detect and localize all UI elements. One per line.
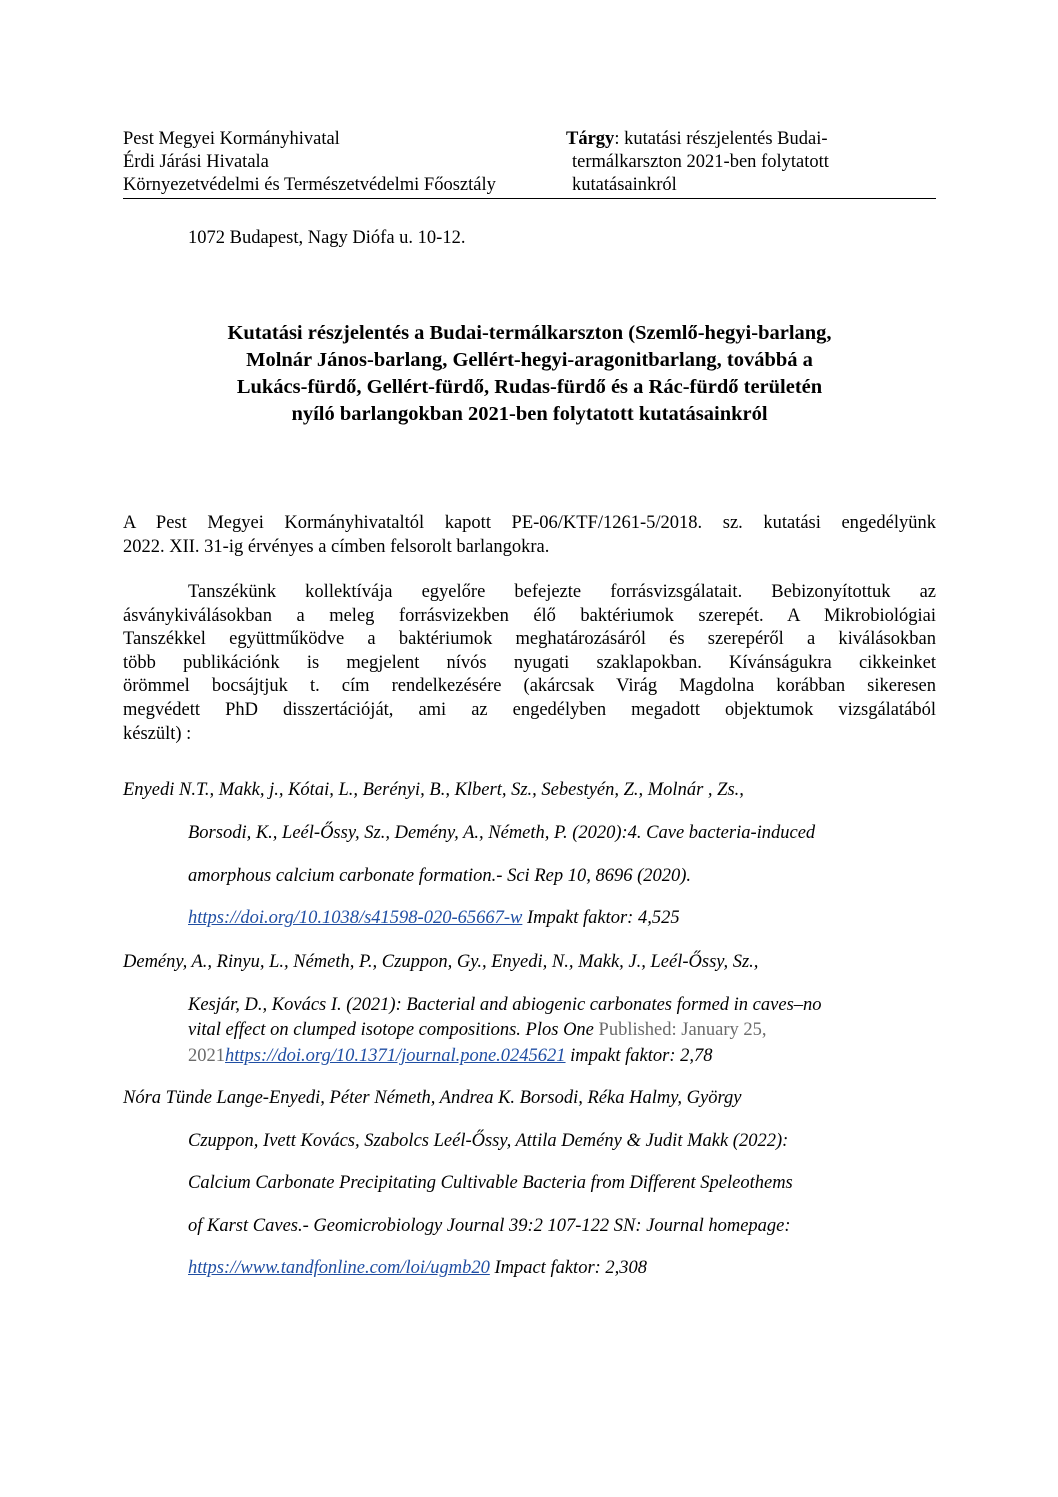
paragraph-line: 2022. XII. 31-ig érvényes a címben felsorolt barlangokra. [123, 536, 550, 557]
doi-link[interactable]: https://doi.org/10.1038/s41598-020-65667-w [188, 908, 523, 928]
reference-line [188, 1020, 767, 1041]
issuer-block [123, 128, 568, 197]
reference-line: Calcium Carbonate Precipitating Cultivable Bacteria from Different Speleothems [188, 1173, 793, 1193]
published-date: Published: January 25, [598, 1020, 767, 1040]
research-paragraph [123, 581, 936, 746]
permit-paragraph [123, 512, 936, 559]
reference-line: Czuppon, Ivett Kovács, Szabolcs Leél-Őssy, Attila Demény & Judit Makk (2022): [188, 1131, 789, 1151]
header-divider [123, 198, 936, 199]
paragraph-line: Tanszékkel együttműködve a baktériumok meghatározásáról és szerepéről a kiválásokban [123, 629, 936, 650]
subject-line: kutatásainkról [572, 175, 677, 195]
reference-text: vital effect on clumped isotope compositions. Plos One [188, 1020, 599, 1040]
reference-line [188, 908, 680, 929]
impact-factor: Impact faktor: 2,308 [489, 1258, 648, 1278]
paragraph-line: megvédett PhD disszertációját, ami az engedélyben megadott objektumok vizsgálatából [123, 699, 936, 720]
journal-homepage-link[interactable]: https://www.tandfonline.com/loi/ugmb20 [188, 1258, 490, 1278]
address: 1072 Budapest, Nagy Diófa u. 10-12. [188, 228, 466, 248]
document-title [123, 320, 936, 428]
subject-line [566, 128, 936, 151]
reference-line: Enyedi N.T., Makk, j., Kótai, L., Berényi, B., Klbert, Sz., Sebestyén, Z., Molnár , Zs., [123, 780, 744, 800]
title-line: nyíló barlangokban 2021-ben folytatott kutatásainkról [291, 403, 768, 425]
reference-line: Borsodi, K., Leél-Őssy, Sz., Demény, A., Németh, P. (2020):4. Cave bacteria-induced [188, 823, 816, 843]
doi-link[interactable]: https://doi.org/10.1371/journal.pone.0245621 [225, 1046, 566, 1066]
reference-line: of Karst Caves.- Geomicrobiology Journal 39:2 107-122 SN: Journal homepage: [188, 1216, 791, 1236]
paragraph-line: örömmel bocsájtjuk t. cím rendelkezésére (akárcsak Virág Magdolna korábban sikeresen [123, 676, 936, 697]
title-line: Kutatási részjelentés a Budai-termálkarszton (Szemlő-hegyi-barlang, [227, 322, 832, 344]
subject-block [566, 128, 936, 197]
issuer-line: Pest Megyei Kormányhivatal [123, 129, 340, 149]
reference-line [188, 1258, 647, 1279]
title-line: Lukács-fürdő, Gellért-fürdő, Rudas-fürdő és a Rác-fürdő területén [236, 376, 823, 398]
reference-line: Demény, A., Rinyu, L., Németh, P., Czuppon, Gy., Enyedi, N., Makk, J., Leél-Őssy, Sz., [123, 952, 759, 972]
impact-factor: Impakt faktor: 4,525 [522, 908, 680, 928]
issuer-line: Érdi Járási Hivatala [123, 152, 269, 172]
reference-line [188, 1046, 713, 1067]
impact-factor: impakt faktor: 2,78 [565, 1046, 713, 1066]
subject-line: termálkarszton 2021-ben folytatott [572, 152, 829, 172]
reference-line: amorphous calcium carbonate formation.- Sci Rep 10, 8696 (2020). [188, 866, 692, 886]
subject-label: Tárgy [566, 129, 615, 149]
reference-line: Kesjár, D., Kovács I. (2021): Bacterial and abiogenic carbonates formed in caves–no [188, 995, 822, 1015]
title-line: Molnár János-barlang, Gellért-hegyi-aragonitbarlang, továbbá a [246, 349, 813, 371]
paragraph-line: készült) : [123, 723, 192, 744]
published-year: 2021 [188, 1046, 225, 1066]
subject-text: : kutatási részjelentés Budai- [614, 129, 828, 149]
paragraph-line: Tanszékünk kollektívája egyelőre befejezte forrásvizsgálatait. Bebizonyítottuk az [188, 582, 936, 602]
reference-line: Nóra Tünde Lange-Enyedi, Péter Németh, Andrea K. Borsodi, Réka Halmy, György [123, 1088, 742, 1108]
paragraph-line: ásványkiválásokban a meleg forrásvizekben élő baktériumok szerepét. A Mikrobiológiai [123, 605, 936, 626]
paragraph-line: A Pest Megyei Kormányhivataltól kapott PE-06/KTF/1261-5/2018. sz. kutatási engedélyünk [123, 513, 936, 533]
issuer-line: Környezetvédelmi és Természetvédelmi Főosztály [123, 175, 496, 195]
paragraph-line: több publikációnk is megjelent nívós nyugati szaklapokban. Kívánságukra cikkeinket [123, 652, 936, 673]
